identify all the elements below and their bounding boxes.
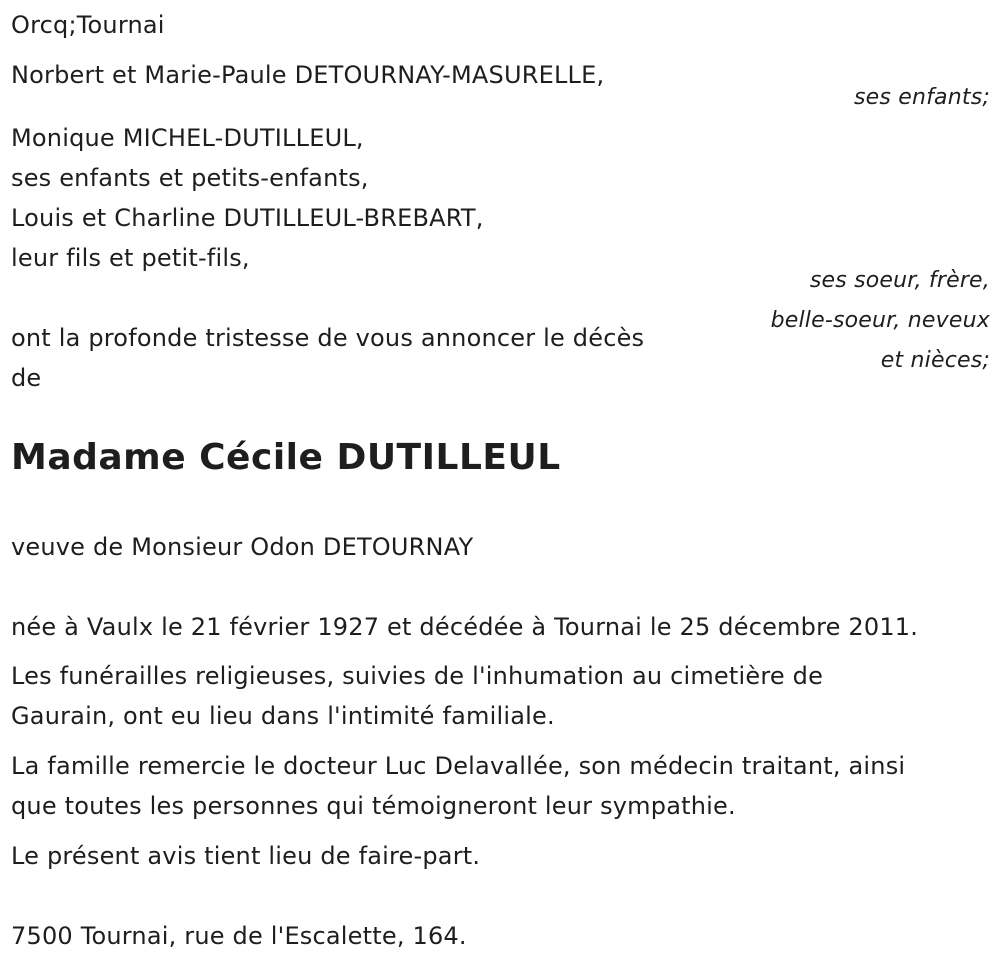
- deceased-name: Madame Cécile DUTILLEUL: [11, 437, 561, 478]
- announcement-line-1: ont la profonde tristesse de vous annoncer le décès: [11, 324, 645, 352]
- funeral-line-2: Gaurain, ont eu lieu dans l'intimité familiale.: [11, 702, 555, 730]
- children-note: ses enfants;: [853, 85, 990, 110]
- thanks-line-1: La famille remercie le docteur Luc Delavallée, son médecin traitant, ainsi: [11, 752, 906, 780]
- announcement-line-2: de: [11, 364, 42, 392]
- family-line-4: Louis et Charline DUTILLEUL-BREBART,: [11, 204, 484, 232]
- family-line-1: Norbert et Marie-Paule DETOURNAY-MASURELLE,: [11, 61, 605, 89]
- address-line: 7500 Tournai, rue de l'Escalette, 164.: [11, 922, 467, 950]
- family-line-5: leur fils et petit-fils,: [11, 244, 250, 272]
- family-line-3: ses enfants et petits-enfants,: [11, 164, 369, 192]
- thanks-line-2: que toutes les personnes qui témoigneront leur sympathie.: [11, 792, 736, 820]
- relatives-note-2: belle-soeur, neveux: [770, 308, 990, 333]
- location-header: Orcq;Tournai: [11, 11, 165, 39]
- relatives-note-3: et nièces;: [880, 348, 990, 373]
- relatives-note-1: ses soeur, frère,: [809, 268, 990, 293]
- birth-death-dates: née à Vaulx le 21 février 1927 et décédée à Tournai le 25 décembre 2011.: [11, 613, 919, 641]
- notice-line: Le présent avis tient lieu de faire-part.: [11, 842, 481, 870]
- family-line-2: Monique MICHEL-DUTILLEUL,: [11, 124, 364, 152]
- funeral-line-1: Les funérailles religieuses, suivies de l'inhumation au cimetière de: [11, 662, 824, 690]
- widow-of: veuve de Monsieur Odon DETOURNAY: [11, 533, 474, 561]
